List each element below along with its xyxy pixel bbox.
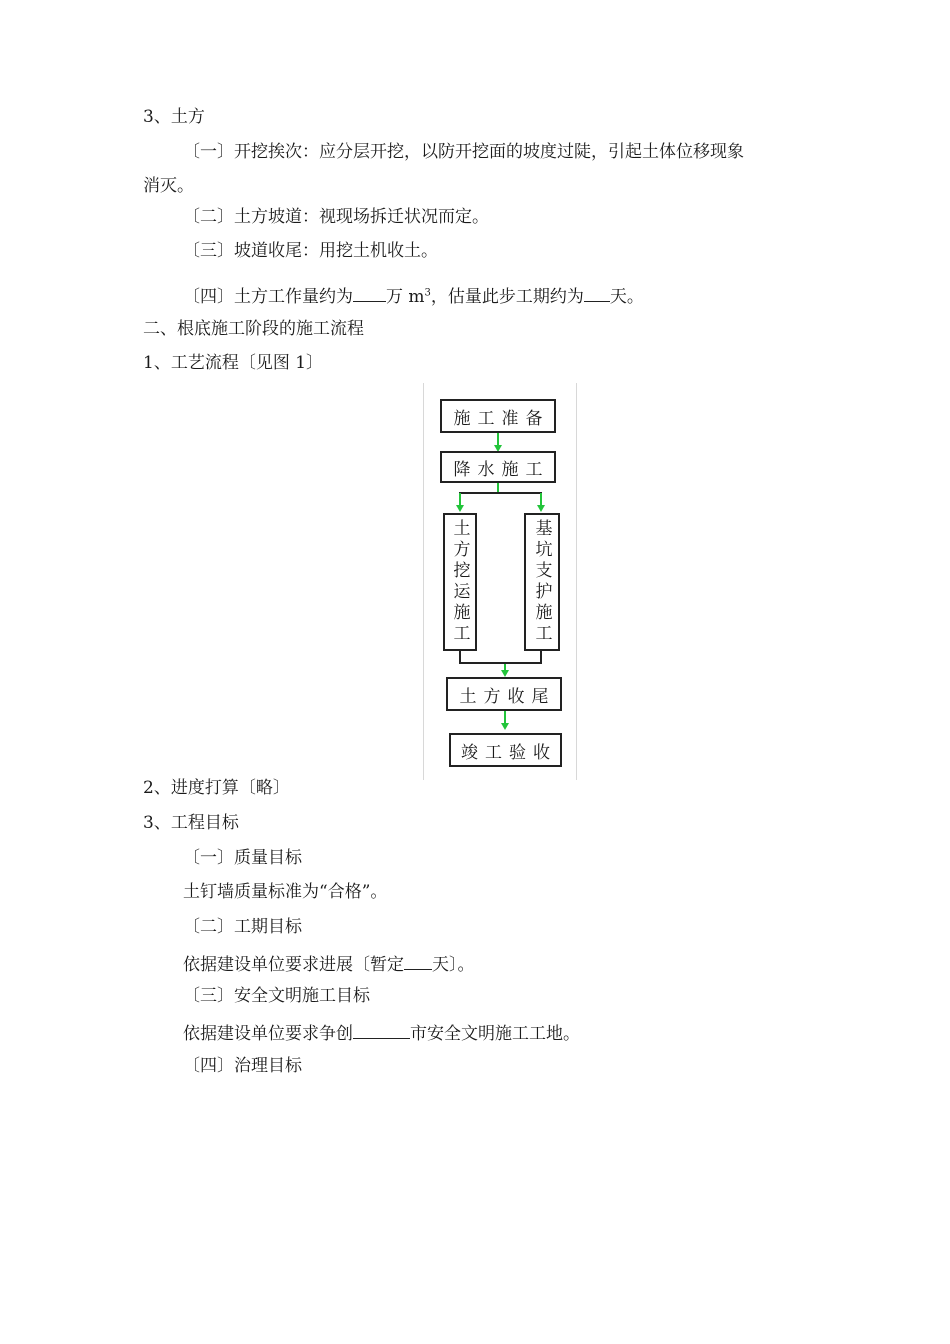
connector-line [540, 493, 542, 505]
schedule-text-2: 天〕。 [432, 955, 475, 975]
flow-step-acceptance: 竣工验收 [449, 733, 562, 767]
connector-line [459, 662, 542, 664]
blank-days [584, 283, 610, 302]
flow-step-dewatering: 降水施工 [440, 451, 556, 483]
section-heading-schedule: 2、进度打算〔略〕 [143, 778, 290, 798]
section-heading-foundation: 二、根底施工阶段的施工流程 [143, 319, 364, 339]
flow-step-earth-finish: 土方收尾 [446, 677, 562, 711]
safety-text-1: 依据建设单位要求争创 [183, 1024, 353, 1044]
subheading-schedule-target: 〔二〕工期目标 [183, 917, 302, 937]
paragraph-quality-standard: 土钉墙质量标准为“合格”。 [183, 882, 388, 902]
flow-step-preparation: 施工准备 [440, 399, 556, 433]
subheading-quality-target: 〔一〕质量目标 [183, 848, 302, 868]
section-heading-earthwork: 3、土方 [143, 107, 205, 127]
paragraph-schedule-requirement [183, 951, 475, 976]
blank-city [353, 1020, 410, 1039]
superscript-3: 3 [424, 287, 431, 299]
blank-days [404, 951, 432, 970]
connector-line [459, 493, 461, 505]
paragraph-safety-requirement [183, 1020, 580, 1045]
volume-text-4: 天。 [609, 287, 644, 307]
process-flowchart [423, 383, 577, 780]
blank-volume [353, 283, 386, 302]
green-arrow-icon [456, 505, 464, 512]
volume-text-1: 〔四〕土方工作量约为 [183, 287, 353, 307]
schedule-text-1: 依据建设单位要求进展〔暂定 [183, 955, 404, 975]
section-heading-targets: 3、工程目标 [143, 813, 239, 833]
green-arrow-icon [501, 723, 509, 730]
flow-step-earth-excavation: 土方挖运施工 [443, 513, 477, 651]
section-heading-process-flow: 1、工艺流程〔见图 1〕 [143, 353, 324, 373]
paragraph-earthwork-volume [183, 283, 644, 308]
paragraph-continuation: 消灭。 [143, 176, 194, 196]
subheading-management-target: 〔四〕治理目标 [183, 1056, 302, 1076]
paragraph-ramp-finish: 〔三〕坡道收尾：用挖土机收土。 [183, 241, 438, 261]
flow-step-pit-support: 基坑支护施工 [524, 513, 560, 651]
green-arrow-icon [537, 505, 545, 512]
paragraph-earthwork-ramp: 〔二〕土方坡道：视现场拆迁状况而定。 [183, 207, 489, 227]
paragraph-excavation-order: 〔一〕开挖挨次：应分层开挖，以防开挖面的坡度过陡，引起土体位移现象 [183, 142, 744, 162]
safety-text-2: 市安全文明施工工地。 [410, 1024, 580, 1044]
green-arrow-icon [501, 670, 509, 677]
subheading-safety-target: 〔三〕安全文明施工目标 [183, 986, 370, 1006]
connector-line [459, 492, 542, 494]
volume-text-3: ，估量此步工期约为 [430, 287, 584, 307]
volume-text-2: 万 m [386, 287, 425, 307]
